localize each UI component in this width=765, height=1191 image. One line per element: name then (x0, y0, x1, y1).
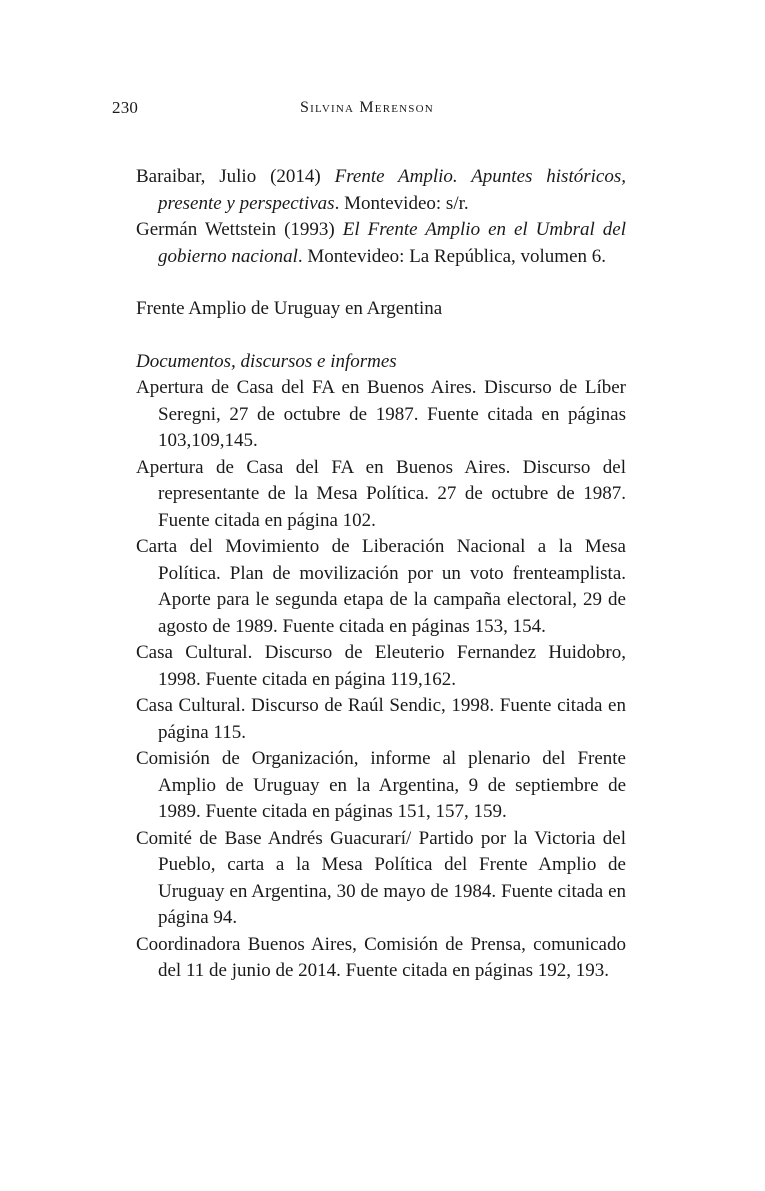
bibliography-content (136, 164, 626, 985)
document-entry: Comité de Base Andrés Guacurarí/ Partido por la Victoria del Pueblo, carta a la Mesa Política del Frente Amplio de Uruguay en Argentina, 30 de mayo de 1984. Fuente citada en página 94. (136, 827, 626, 928)
document-entry: Casa Cultural. Discurso de Raúl Sendic, 1998. Fuente citada en página 115. (136, 695, 626, 743)
document-entry: Coordinadora Buenos Aires, Comisión de Prensa, comunicado del 11 de junio de 2014. Fuente citada en páginas 192, 193. (136, 933, 626, 981)
reference-entry (136, 164, 626, 217)
running-head: Silvina Merenson (300, 99, 434, 116)
reference-author: Germán Wettstein (1993) (136, 219, 343, 240)
reference-title: Frente Amplio. Apuntes históricos, presente y perspectivas (158, 166, 626, 214)
reference-title: El Frente Amplio en el Umbral del gobierno nacional (158, 219, 626, 267)
document-entry: Comisión de Organización, informe al plenario del Frente Amplio de Uruguay en la Argentina, 9 de septiembre de 1989. Fuente citada en páginas 151, 157, 159. (136, 748, 626, 822)
document-entry: Carta del Movimiento de Liberación Nacional a la Mesa Política. Plan de movilización por un voto frenteamplista. Aporte para le segunda etapa de la campaña electoral, 29 de agosto de 1989. Fuente citada en páginas 153, 154. (136, 536, 626, 637)
document-entry: Apertura de Casa del FA en Buenos Aires. Discurso del representante de la Mesa Política. 27 de octubre de 1987. Fuente citada en página 102. (136, 456, 626, 531)
subheading: Documentos, discursos e informes (136, 350, 397, 372)
page-number: 230 (112, 98, 139, 117)
document-entry: Casa Cultural. Discurso de Eleuterio Fernandez Huidobro, 1998. Fuente citada en página 119,162. (136, 642, 626, 690)
reference-publisher: . Montevideo: La República, volumen 6. (297, 245, 607, 267)
reference-publisher: . Montevideo: s/r. (334, 192, 469, 214)
section-heading: Frente Amplio de Uruguay en Argentina (136, 298, 443, 319)
document-entry: Apertura de Casa del FA en Buenos Aires. Discurso de Líber Seregni, 27 de octubre de 1987. Fuente citada en páginas 103,109,145. (136, 377, 626, 451)
reference-author: Baraibar, Julio (2014) (136, 166, 335, 187)
reference-entry (136, 217, 626, 270)
